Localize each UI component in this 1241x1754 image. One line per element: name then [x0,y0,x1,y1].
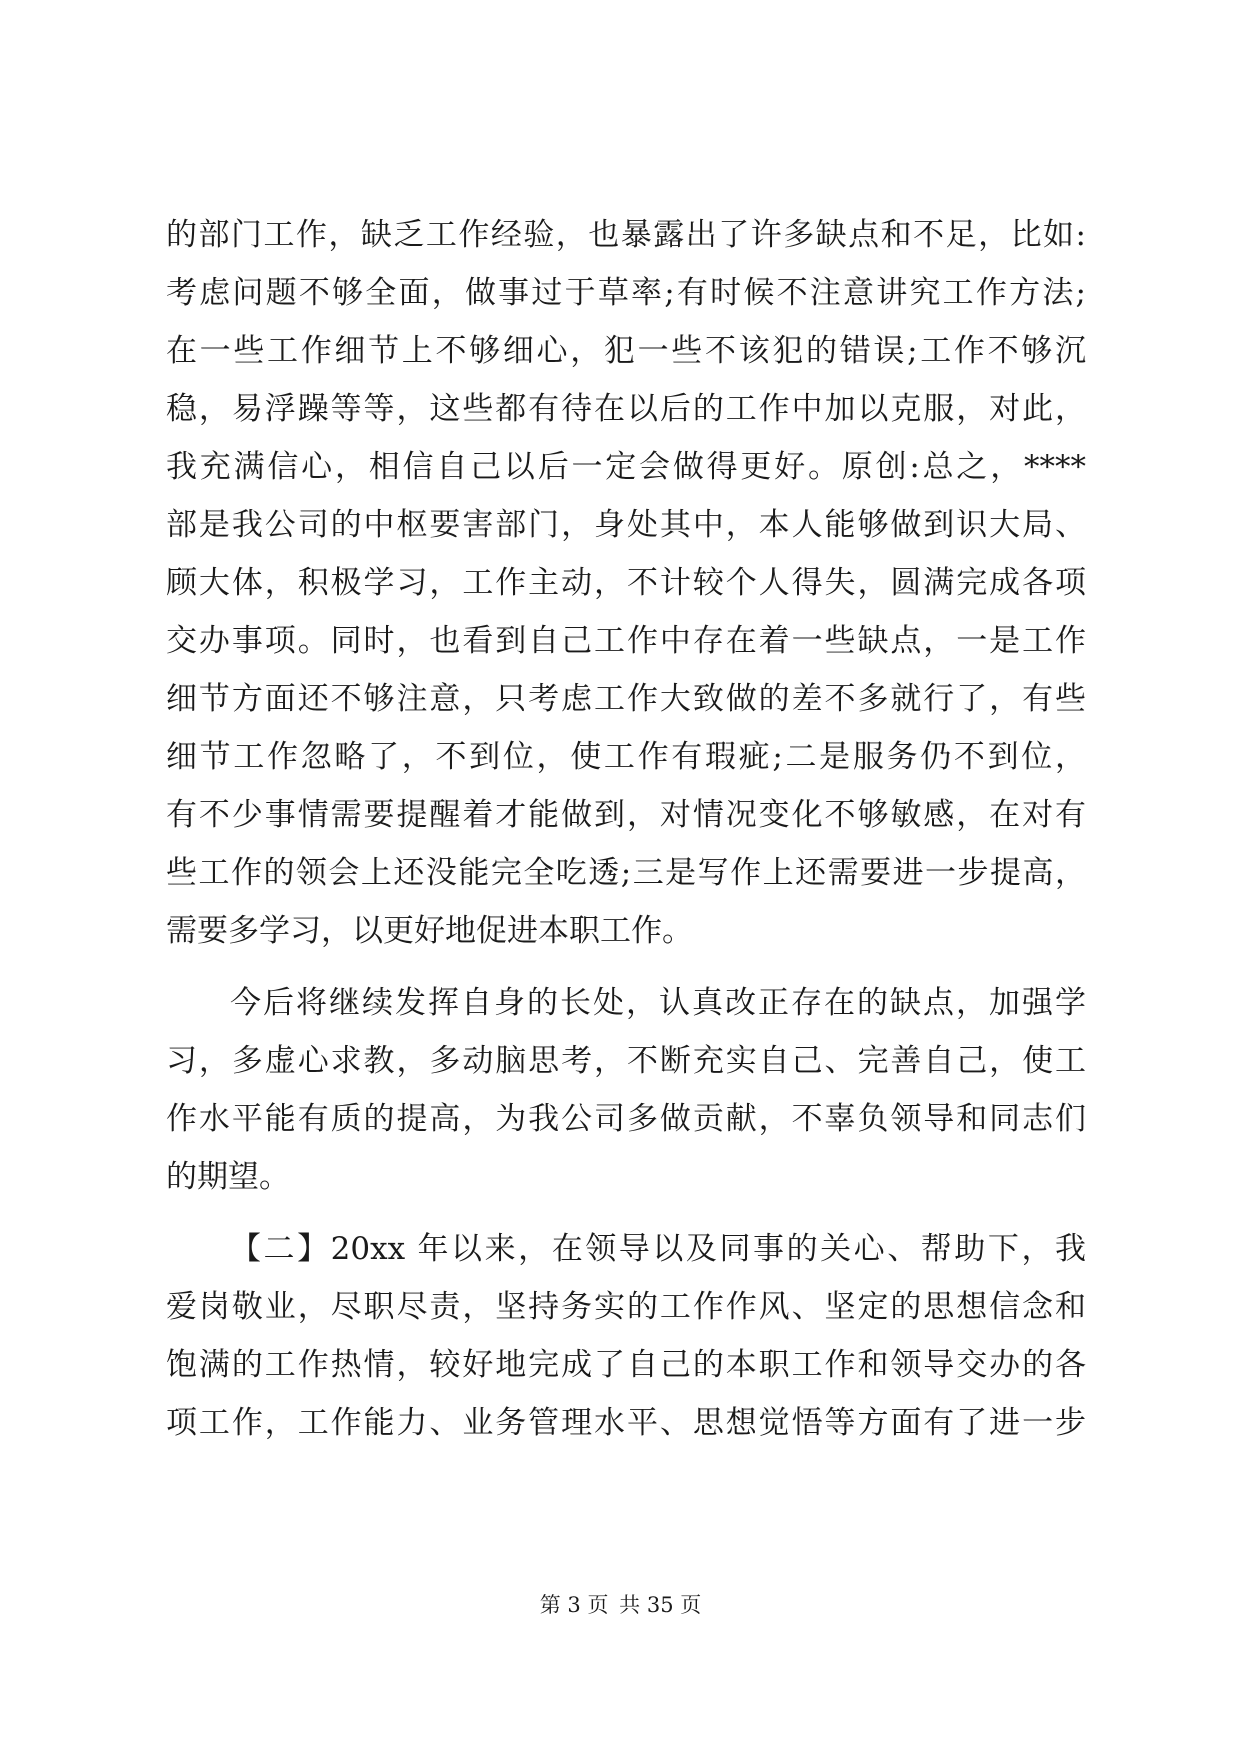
text-line: 作水平能有质的提高，为我公司多做贡献，不辜负领导和同志们 [166,1101,1086,1137]
text-line: 细节方面还不够注意，只考虑工作大致做的差不多就行了，有些 [166,681,1086,717]
text-line: 需要多学习，以更好地促进本职工作。 [166,913,693,949]
text-line: 习，多虚心求教，多动脑思考，不断充实自己、完善自己，使工 [166,1043,1086,1079]
text-line: 稳，易浮躁等等，这些都有待在以后的工作中加以克服，对此， [166,391,1086,427]
page-total: 共 35 页 [619,1593,702,1617]
text-line: 的部门工作，缺乏工作经验，也暴露出了许多缺点和不足，比如: [166,217,1086,253]
text-line: 顾大体，积极学习，工作主动，不计较个人得失，圆满完成各项 [166,565,1086,601]
text-line: 的期望。 [166,1159,290,1195]
text-line: 爱岗敬业，尽职尽责，坚持务实的工作作风、坚定的思想信念和 [166,1289,1086,1325]
text-line: 饱满的工作热情，较好地完成了自己的本职工作和领导交办的各 [166,1347,1086,1383]
text-line: 项工作，工作能力、业务管理水平、思想觉悟等方面有了进一步 [166,1405,1086,1441]
text-line: 部是我公司的中枢要害部门，身处其中，本人能够做到识大局、 [166,507,1086,543]
text-line: 在一些工作细节上不够细心，犯一些不该犯的错误;工作不够沉 [166,333,1086,369]
text-line: 考虑问题不够全面，做事过于草率;有时候不注意讲究工作方法; [166,275,1086,311]
text-line: 我充满信心，相信自己以后一定会做得更好。原创:总之，**** [166,449,1086,485]
page-number: 第 3 页 [539,1593,609,1617]
text-line: 有不少事情需要提醒着才能做到，对情况变化不够敏感，在对有 [166,797,1086,833]
section-heading-line: 【二】20xx 年以来，在领导以及同事的关心、帮助下，我 [230,1231,1086,1267]
paragraph-first-line: 今后将继续发挥自身的长处，认真改正存在的缺点，加强学 [230,985,1086,1021]
text-line: 些工作的领会上还没能完全吃透;三是写作上还需要进一步提高， [166,855,1086,891]
text-line: 细节工作忽略了，不到位，使工作有瑕疵;二是服务仍不到位， [166,739,1086,775]
page-footer [0,1590,1241,1620]
text-line: 交办事项。同时，也看到自己工作中存在着一些缺点，一是工作 [166,623,1086,659]
